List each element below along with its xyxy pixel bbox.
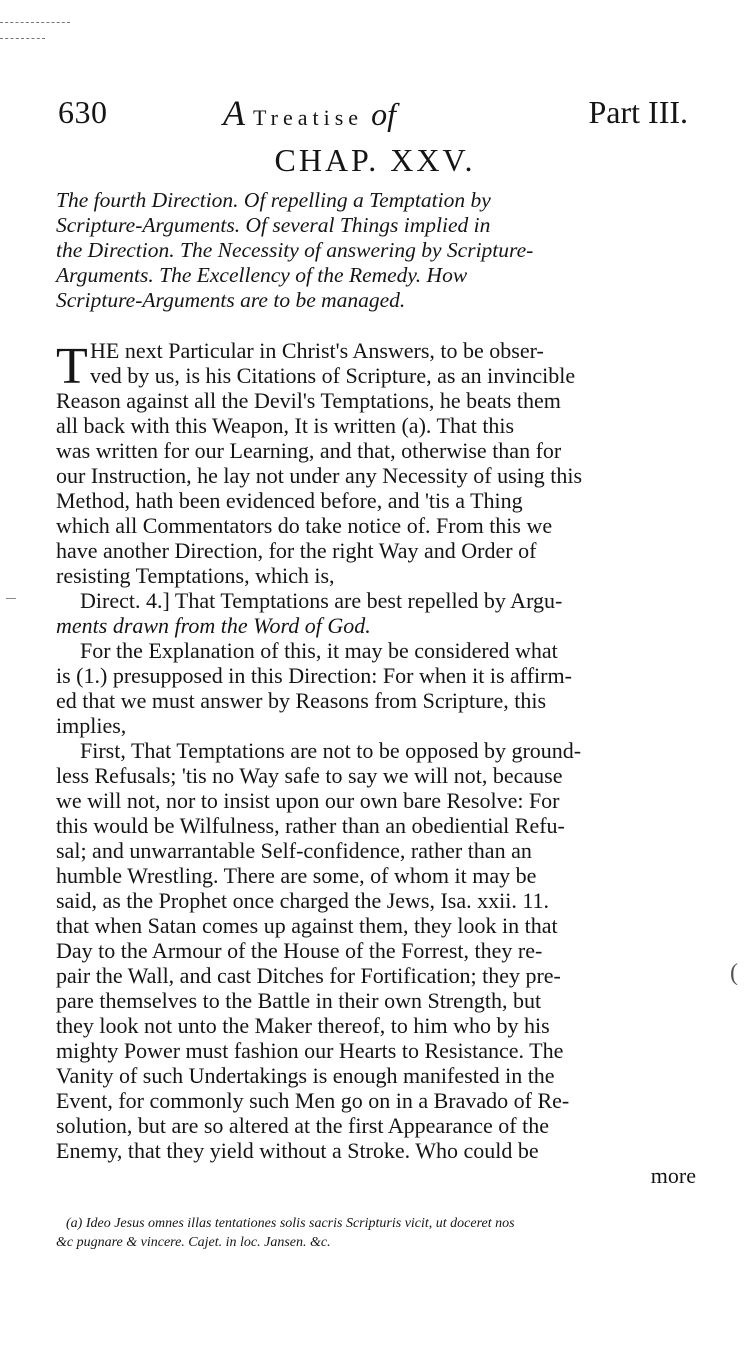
body-line: Reason against all the Devil's Temptations, he beats them	[56, 388, 561, 413]
body-line: have another Direction, for the right Way and Order of	[56, 538, 537, 563]
footnote-line: (a) Ideo Jesus omnes illas tentationes solis sacris Scripturis vicit, ut doceret nos	[66, 1216, 515, 1231]
body-line: HE next Particular in Christ's Answers, to be obser-	[90, 338, 544, 363]
drop-cap: T	[56, 338, 88, 395]
body-line: ved by us, is his Citations of Scripture, as an invincible	[90, 363, 576, 388]
body-line: humble Wrestling. There are some, of whom it may be	[56, 863, 537, 888]
summary-line: Arguments. The Excellency of the Remedy. How	[56, 263, 468, 287]
summary-line: Scripture-Arguments are to be managed.	[56, 288, 406, 312]
body-line: mighty Power must fashion our Hearts to Resistance. The	[56, 1038, 564, 1063]
body-text	[56, 338, 696, 1188]
body-line: was written for our Learning, and that, otherwise than for	[56, 438, 562, 463]
page-number: 630	[58, 94, 108, 130]
body-line: Vanity of such Undertakings is enough manifested in the	[56, 1063, 555, 1088]
body-line: all back with this Weapon, It is written (a). That this	[56, 413, 515, 438]
body-line: we will not, nor to insist upon our own bare Resolve: For	[56, 788, 560, 813]
body-line: solution, but are so altered at the first Appearance of the	[56, 1113, 549, 1138]
scan-edge-mark	[0, 22, 70, 23]
running-head	[58, 88, 690, 132]
body-line: implies,	[56, 713, 127, 738]
body-line: ed that we must answer by Reasons from Scripture, this	[56, 688, 547, 713]
body-line: which all Commentators do take notice of. From this we	[56, 513, 553, 538]
body-line: less Refusals; 'tis no Way safe to say we will not, because	[56, 763, 563, 788]
margin-bracket-mark: (	[730, 960, 738, 986]
chapter-heading: CHAP. XXV.	[274, 142, 476, 178]
body-line: Method, hath been evidenced before, and 'tis a Thing	[56, 488, 523, 513]
summary-line: The fourth Direction. Of repelling a Temptation by	[56, 188, 491, 212]
chapter-summary	[56, 188, 696, 313]
body-line: Event, for commonly such Men go on in a Bravado of Re-	[56, 1088, 570, 1113]
body-line: said, as the Prophet once charged the Jews, Isa. xxii. 11.	[56, 888, 550, 913]
body-line: pare themselves to the Battle in their own Strength, but	[56, 988, 542, 1013]
catchword: more	[650, 1163, 696, 1188]
book-title-word: Treatise	[253, 105, 364, 130]
footnote	[56, 1214, 696, 1252]
body-line: For the Explanation of this, it may be considered what	[80, 638, 558, 663]
direction-line: ments drawn from the Word of God.	[56, 613, 371, 638]
margin-tick	[6, 598, 16, 599]
book-title-of: of	[371, 96, 396, 132]
body-line: Enemy, that they yield without a Stroke. Who could be	[56, 1138, 539, 1163]
book-title	[223, 92, 396, 134]
body-line: that when Satan comes up against them, they look in that	[56, 913, 558, 938]
scan-edge-mark	[0, 38, 45, 39]
summary-line: Scripture-Arguments. Of several Things implied in	[56, 213, 491, 237]
body-line: resisting Temptations, which is,	[56, 563, 335, 588]
body-line: this would be Wilfulness, rather than an obediential Refu-	[56, 813, 565, 838]
body-line: they look not unto the Maker thereof, to him who by his	[56, 1013, 550, 1038]
body-line: First, That Temptations are not to be opposed by ground-	[80, 738, 582, 763]
book-title-initial: A	[223, 93, 245, 133]
body-line: our Instruction, he lay not under any Necessity of using this	[56, 463, 583, 488]
body-line: pair the Wall, and cast Ditches for Fortification; they pre-	[56, 963, 561, 988]
direction-line: Direct. 4.] That Temptations are best repelled by Argu-	[80, 588, 563, 613]
summary-line: the Direction. The Necessity of answering by Scripture-	[56, 238, 534, 262]
body-line: Day to the Armour of the House of the Forrest, they re-	[56, 938, 543, 963]
footnote-line: &c pugnare & vincere. Cajet. in loc. Jansen. &c.	[56, 1235, 331, 1250]
body-line: sal; and unwarrantable Self-confidence, rather than an	[56, 838, 532, 863]
body-line: is (1.) presupposed in this Direction: For when it is affirm-	[56, 663, 572, 688]
part-label: Part III.	[588, 94, 688, 130]
